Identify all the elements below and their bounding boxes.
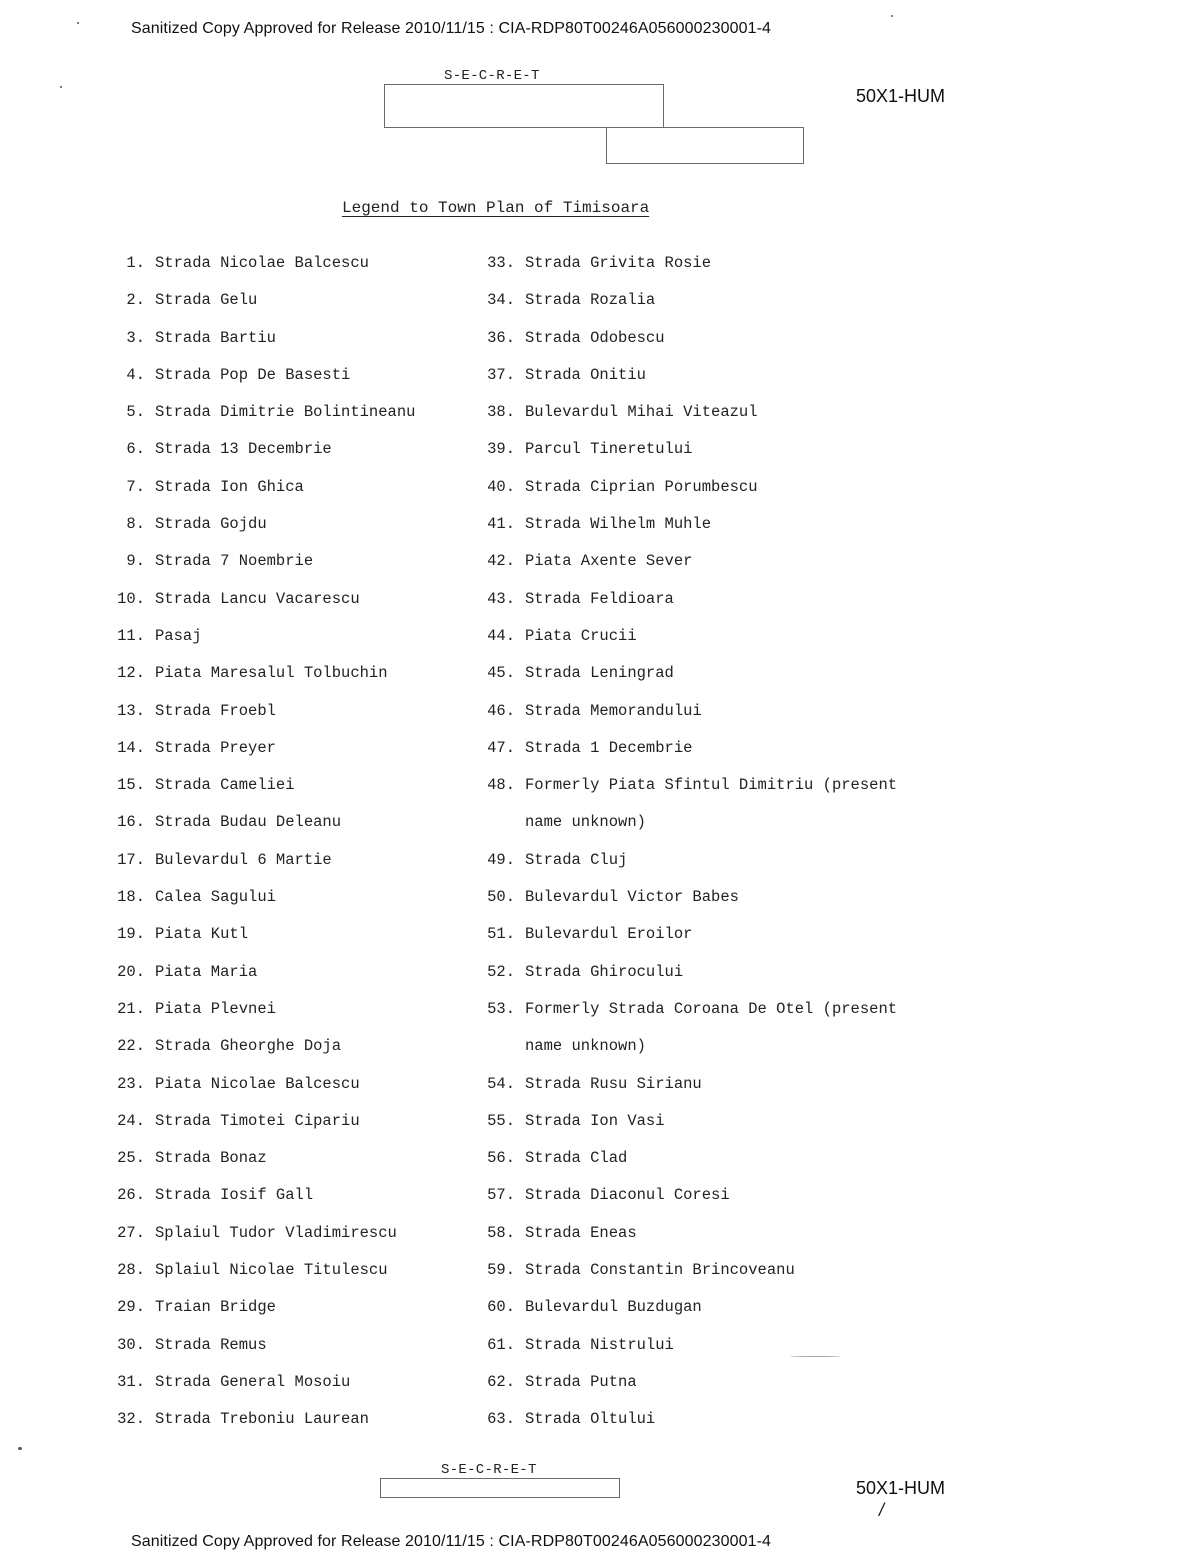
legend-entry: [470, 888, 890, 925]
legend-entry: [100, 1186, 520, 1223]
legend-entry: [100, 1410, 520, 1447]
legend-entry-name: Bulevardul Victor Babes: [525, 888, 739, 907]
legend-entry: [470, 1149, 890, 1186]
legend-entry-number: 36.: [487, 328, 515, 347]
legend-entry-number: 38.: [487, 403, 515, 422]
legend-entry: [470, 999, 898, 1037]
legend-entry-name: Piata Maria: [155, 962, 258, 981]
legend-entry: [100, 403, 520, 440]
legend-entry: [470, 963, 890, 1000]
legend-entry: [470, 552, 890, 589]
legend-entry-number: 7.: [126, 477, 145, 496]
legend-entry-number: 13.: [117, 701, 145, 720]
legend-entry-number: 19.: [117, 925, 145, 944]
legend-entry: [470, 1186, 890, 1223]
legend-entry: [100, 329, 520, 366]
legend-entry-number: 48.: [487, 776, 515, 795]
legend-entry-number: 30.: [117, 1335, 145, 1354]
legend-entry-name: Strada Bartiu: [155, 328, 276, 347]
legend-entry-number: 11.: [117, 626, 145, 645]
legend-entry-number: 17.: [117, 850, 145, 869]
legend-entry: [100, 1336, 520, 1373]
legend-entry: [470, 1224, 890, 1261]
legend-entry: [470, 627, 890, 664]
legend-entry-name: Strada Budau Deleanu: [155, 813, 342, 832]
legend-entry-name: Strada Leningrad: [525, 664, 674, 683]
legend-entry-number: 14.: [117, 738, 145, 757]
legend-entry-number: 31.: [117, 1372, 145, 1391]
legend-entry-number: 15.: [117, 776, 145, 795]
legend-entry-name: Calea Sagului: [155, 888, 276, 907]
legend-entry-name: Strada Wilhelm Muhle: [525, 515, 712, 534]
legend-entry-name: Strada Clad: [525, 1149, 628, 1168]
legend-entry-number: 4.: [126, 365, 145, 384]
legend-entry-number: 52.: [487, 962, 515, 981]
legend-entry-number: 40.: [487, 477, 515, 496]
legend-entry-name: Strada 7 Noembrie: [155, 552, 314, 571]
scan-speck: [18, 1447, 22, 1450]
legend-entry-name: Strada Grivita Rosie: [525, 254, 712, 272]
legend-entry-name: Strada Diaconul Coresi: [525, 1186, 730, 1205]
legend-entry: [470, 1075, 890, 1112]
legend-entry-name: Strada Feldioara: [525, 589, 674, 608]
legend-entry: [470, 590, 890, 627]
legend-entry-number: 56.: [487, 1149, 515, 1168]
legend-entry-name: Strada Bonaz: [155, 1149, 267, 1168]
legend-entry-name: Strada Onitiu: [525, 365, 646, 384]
legend-entry: [470, 366, 890, 403]
release-footer: Sanitized Copy Approved for Release 2010/11/15 : CIA-RDP80T00246A056000230001-4: [131, 1533, 772, 1550]
classification-bottom: S-E-C-R-E-T: [441, 1462, 537, 1478]
legend-entry-name: Strada Gelu: [155, 291, 258, 310]
page-title: Legend to Town Plan of Timisoara: [342, 199, 650, 217]
legend-entry-number: 3.: [126, 328, 145, 347]
legend-entry: [100, 739, 520, 776]
legend-entry: [100, 1149, 520, 1186]
legend-entry-number: 26.: [117, 1186, 145, 1205]
legend-entry-name: Strada 13 Decembrie: [155, 440, 332, 459]
legend-entry: [100, 851, 520, 888]
legend-entry-number: 6.: [126, 440, 145, 459]
legend-entry-number: 16.: [117, 813, 145, 832]
legend-entry-number: 22.: [117, 1037, 145, 1056]
scan-speck: [60, 86, 62, 88]
legend-entry: [100, 366, 520, 403]
legend-entry: [470, 254, 890, 291]
legend-entry-continuation: name unknown): [525, 1037, 646, 1056]
legend-entry: [100, 291, 520, 328]
legend-entry-number: 60.: [487, 1298, 515, 1317]
legend-entry-number: 33.: [487, 254, 515, 272]
classification-top: S-E-C-R-E-T: [444, 68, 540, 84]
legend-entry-name: Formerly Piata Sfintul Dimitriu (present: [525, 776, 898, 795]
legend-entry-number: 54.: [487, 1074, 515, 1093]
legend-entry: [470, 1261, 890, 1298]
legend-entry-number: 23.: [117, 1074, 145, 1093]
scan-speck: [790, 1356, 840, 1357]
legend-entry: [100, 925, 520, 962]
legend-entry-number: 9.: [126, 552, 145, 571]
legend-entry-number: 49.: [487, 850, 515, 869]
legend-entry-number: 51.: [487, 925, 515, 944]
legend-entry-number: 44.: [487, 626, 515, 645]
legend-entry-name: Piata Crucii: [525, 626, 637, 645]
release-header: Sanitized Copy Approved for Release 2010/11/15 : CIA-RDP80T00246A056000230001-4: [131, 20, 772, 37]
legend-entry: [100, 776, 520, 813]
legend-entry-number: 12.: [117, 664, 145, 683]
legend-entry-name: Strada Cameliei: [155, 776, 295, 795]
legend-entry: [470, 1410, 890, 1447]
exemption-code-bottom: 50X1-HUM: [856, 1478, 946, 1498]
legend-entry: [100, 888, 520, 925]
legend-entry-number: 41.: [487, 515, 515, 534]
legend-entry: [100, 478, 520, 515]
legend-entry: [100, 1373, 520, 1410]
legend-entry-name: Strada Rusu Sirianu: [525, 1074, 702, 1093]
redaction-box-top-1: [384, 84, 664, 128]
legend-entry-number: 1.: [126, 254, 145, 272]
legend-entry-number: 32.: [117, 1410, 145, 1429]
legend-entry-name: Strada Gheorghe Doja: [155, 1037, 342, 1056]
redaction-box-top-2: [606, 127, 804, 164]
legend-entry-name: Traian Bridge: [155, 1298, 276, 1317]
legend-entry-number: 2.: [126, 291, 145, 310]
legend-entry-name: Formerly Strada Coroana De Otel (present: [525, 999, 898, 1018]
legend-entry: [100, 1298, 520, 1335]
legend-entry: [100, 963, 520, 1000]
legend-entry-number: 39.: [487, 440, 515, 459]
legend-entry-number: 43.: [487, 589, 515, 608]
legend-entry-name: Strada Rozalia: [525, 291, 656, 310]
legend-entry-number: 25.: [117, 1149, 145, 1168]
legend-entry-number: 28.: [117, 1261, 145, 1280]
legend-entry-number: 45.: [487, 664, 515, 683]
scan-speck: [891, 15, 893, 17]
legend-entry: [100, 813, 520, 850]
legend-entry: [100, 1224, 520, 1261]
legend-entry: [470, 478, 890, 515]
legend-entry-name: Strada Cluj: [525, 850, 628, 869]
legend-entry-number: 47.: [487, 738, 515, 757]
legend-entry: [470, 1373, 890, 1410]
legend-entry-name: Piata Nicolae Balcescu: [155, 1074, 360, 1093]
legend-entry: [100, 440, 520, 477]
legend-entry: [100, 552, 520, 589]
legend-entry-continuation: name unknown): [525, 813, 646, 832]
legend-entry-number: 24.: [117, 1111, 145, 1130]
legend-entry-number: 21.: [117, 999, 145, 1018]
legend-entry-name: Strada 1 Decembrie: [525, 738, 693, 757]
legend-entry: [100, 254, 520, 291]
legend-entry-number: 10.: [117, 589, 145, 608]
legend-entry-name: Strada Froebl: [155, 701, 276, 720]
legend-entry-name: Strada Gojdu: [155, 515, 267, 534]
legend-entry-name: Strada Ciprian Porumbescu: [525, 477, 758, 496]
legend-right-column: [470, 254, 898, 1448]
legend-entry-name: Strada Nistrului: [525, 1335, 674, 1354]
legend-entry-name: Splaiul Nicolae Titulescu: [155, 1261, 388, 1280]
legend-entry-number: 20.: [117, 962, 145, 981]
legend-entry-number: 29.: [117, 1298, 145, 1317]
legend-entry-name: Strada Dimitrie Bolintineanu: [155, 403, 416, 422]
legend-entry-name: Strada Putna: [525, 1372, 637, 1391]
legend-entry-name: Strada Ghirocului: [525, 962, 684, 981]
legend-entry-number: 62.: [487, 1372, 515, 1391]
legend-entry: [100, 702, 520, 739]
legend-entry: [470, 403, 890, 440]
legend-entry-number: 50.: [487, 888, 515, 907]
exemption-code-top: 50X1-HUM: [856, 86, 946, 106]
legend-entry-number: 18.: [117, 888, 145, 907]
legend-entry-name: Strada Pop De Basesti: [155, 365, 351, 384]
legend-entry-name: Strada Timotei Cipariu: [155, 1111, 360, 1130]
legend-entry: [100, 627, 520, 664]
legend-left-column: [100, 254, 520, 1448]
legend-entry-name: Piata Kutl: [155, 925, 249, 944]
scan-speck: [77, 22, 79, 24]
legend-entry: [470, 515, 890, 552]
legend-entry: [100, 590, 520, 627]
handwritten-mark: /: [879, 1500, 885, 1520]
legend-entry-number: 61.: [487, 1335, 515, 1354]
legend-entry-name: Piata Plevnei: [155, 999, 276, 1018]
legend-entry-number: 57.: [487, 1186, 515, 1205]
legend-entry: [470, 440, 890, 477]
legend-entry: [470, 1298, 890, 1335]
legend-entry: [100, 1261, 520, 1298]
legend-entry: [100, 664, 520, 701]
legend-entry-name: Strada Eneas: [525, 1223, 637, 1242]
legend-entry-name: Strada Constantin Brincoveanu: [525, 1261, 795, 1280]
legend-entry-number: 8.: [126, 515, 145, 534]
legend-entry-number: 53.: [487, 999, 515, 1018]
legend-entry: [470, 925, 890, 962]
legend-entry-number: 58.: [487, 1223, 515, 1242]
legend-entry-number: 42.: [487, 552, 515, 571]
legend-entry: [470, 776, 898, 813]
legend-entry-name: Piata Axente Sever: [525, 552, 693, 571]
legend-entry-name: Piata Maresalul Tolbuchin: [155, 664, 388, 683]
legend-entry-name: Strada Preyer: [155, 738, 276, 757]
legend-entry-name: Parcul Tineretului: [525, 440, 693, 459]
legend-entry: [470, 291, 890, 328]
legend-entry: [100, 515, 520, 552]
legend-entry-number: 55.: [487, 1111, 515, 1130]
legend-entry-name: Bulevardul Eroilor: [525, 925, 693, 944]
redaction-box-bottom: [380, 1478, 620, 1498]
legend-entry: [470, 1112, 890, 1149]
legend-entry-number: 46.: [487, 701, 515, 720]
legend-entry-number: 37.: [487, 365, 515, 384]
legend-entry-name: Strada Odobescu: [525, 328, 665, 347]
legend-entry-number: 34.: [487, 291, 515, 310]
legend-entry-name: Strada Ion Vasi: [525, 1111, 665, 1130]
legend-entry: [470, 1336, 890, 1373]
legend-entry: [100, 1000, 520, 1037]
legend-entry: [470, 851, 890, 888]
legend-entry: [470, 664, 890, 701]
legend-entry-name: Strada Iosif Gall: [155, 1186, 314, 1205]
legend-entry-name: Splaiul Tudor Vladimirescu: [155, 1223, 397, 1242]
legend-entry-name: Bulevardul Mihai Viteazul: [525, 403, 758, 422]
legend-entry: [100, 1037, 520, 1074]
legend-entry-name: Pasaj: [155, 626, 202, 645]
legend-entry-name: Strada Memorandului: [525, 701, 702, 720]
legend-entry-name: Strada Ion Ghica: [155, 477, 304, 496]
legend-entry-number: 5.: [126, 403, 145, 422]
legend-entry-name: Bulevardul 6 Martie: [155, 850, 332, 869]
legend-entry: [470, 329, 890, 366]
legend-entry: [100, 1112, 520, 1149]
legend-entry: [100, 1075, 520, 1112]
legend-entry-name: Strada Treboniu Laurean: [155, 1410, 369, 1429]
legend-entry-name: Strada Nicolae Balcescu: [155, 254, 369, 272]
legend-entry-name: Strada General Mosoiu: [155, 1372, 351, 1391]
legend-entry-number: 27.: [117, 1223, 145, 1242]
legend-entry-name: Bulevardul Buzdugan: [525, 1298, 702, 1317]
legend-entry-name: Strada Lancu Vacarescu: [155, 589, 360, 608]
legend-entry-name: Strada Remus: [155, 1335, 267, 1354]
legend-entry-number: 59.: [487, 1261, 515, 1280]
legend-entry-number: 63.: [487, 1410, 515, 1429]
legend-entry: [470, 702, 890, 739]
legend-entry-name: Strada Oltului: [525, 1410, 656, 1429]
legend-entry: [470, 739, 890, 776]
